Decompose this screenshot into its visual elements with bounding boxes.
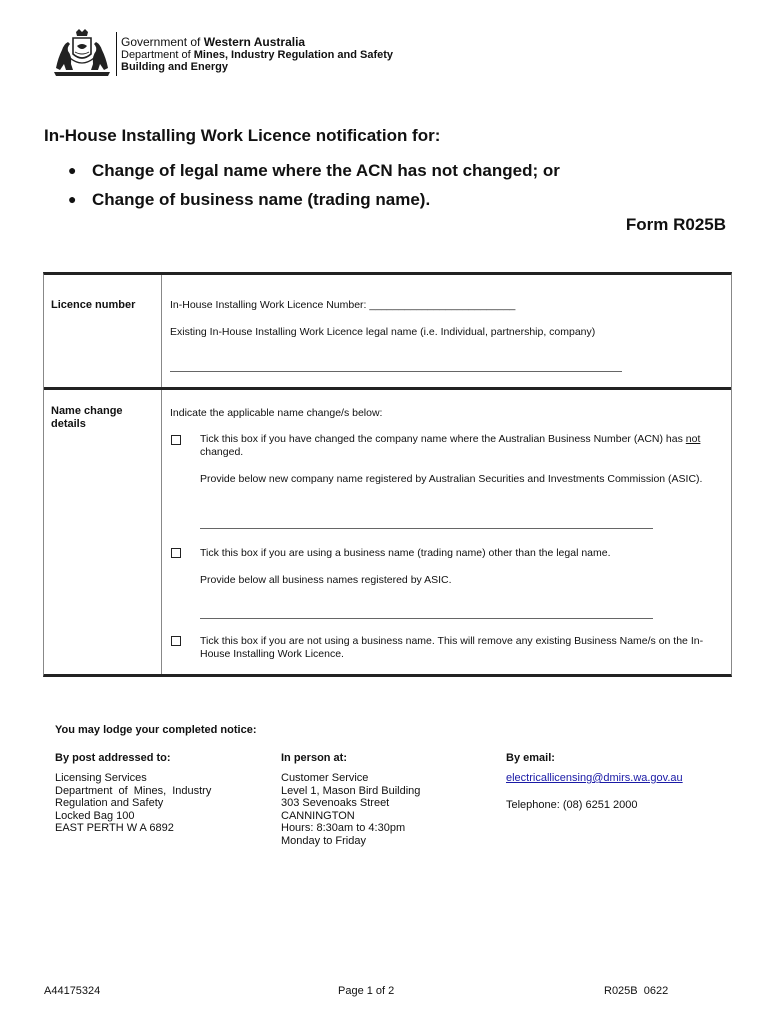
title-bullet-list bbox=[68, 156, 560, 214]
form-code: Form R025B bbox=[625, 215, 726, 234]
telephone-number: Telephone: (08) 6251 2000 bbox=[506, 798, 638, 811]
form-title: In-House Installing Work Licence notification for: bbox=[44, 126, 441, 145]
company-name-changed-text-a: Tick this box if you have changed the company name where the Australian Business Number (ACN) has bbox=[200, 433, 686, 445]
address-line: Locked Bag 100 bbox=[55, 809, 135, 822]
legal-name-input-line[interactable] bbox=[170, 371, 622, 372]
government-name: Western Australia bbox=[203, 35, 306, 49]
new-company-name-input-line[interactable] bbox=[200, 528, 653, 529]
name-change-label bbox=[51, 405, 123, 431]
division-name: Building and Energy bbox=[121, 61, 228, 73]
in-person-heading: In person at: bbox=[281, 752, 348, 764]
bullet-icon: ● bbox=[68, 162, 77, 178]
name-change-intro: Indicate the applicable name change/s below: bbox=[170, 407, 383, 419]
address-line: Regulation and Safety bbox=[55, 797, 164, 810]
address-line: EAST PERTH W A 6892 bbox=[55, 822, 174, 835]
address-line: Hours: 8:30am to 4:30pm bbox=[281, 822, 406, 835]
licence-number-label: Licence number bbox=[51, 299, 136, 311]
footer-page-number: Page 1 of 2 bbox=[338, 985, 395, 997]
legal-name-prompt: Existing In-House Installing Work Licence legal name (i.e. Individual, partnership, company) bbox=[170, 326, 596, 338]
email-link[interactable]: electricallicensing@dmirs.wa.gov.au bbox=[506, 772, 683, 784]
government-prefix: Government of bbox=[121, 35, 204, 49]
address-line: Monday to Friday bbox=[281, 834, 366, 847]
business-name-used-text: Tick this box if you are using a business name (trading name) other than the legal name. bbox=[200, 547, 611, 559]
wa-coat-of-arms-logo bbox=[50, 28, 114, 78]
notification-table bbox=[43, 272, 732, 677]
post-heading: By post addressed to: bbox=[55, 752, 171, 764]
agency-name bbox=[121, 36, 393, 74]
address-line: 303 Sevenoaks Street bbox=[281, 797, 390, 810]
email-heading: By email: bbox=[506, 752, 555, 764]
business-name-used-checkbox[interactable] bbox=[171, 548, 181, 558]
business-names-instruction: Provide below all business names registered by ASIC. bbox=[200, 574, 452, 586]
department-name: Mines, Industry Regulation and Safety bbox=[193, 48, 394, 61]
not-emphasis: not bbox=[685, 433, 701, 445]
bullet-icon: ● bbox=[68, 191, 77, 207]
licence-number-field[interactable]: In-House Installing Work Licence Number: _________________________ bbox=[170, 299, 516, 311]
postal-address bbox=[55, 772, 225, 835]
footer-doc-id: A44175324 bbox=[44, 985, 101, 997]
email-contact bbox=[506, 772, 683, 811]
row-divider bbox=[44, 387, 731, 390]
business-names-input-line[interactable] bbox=[200, 618, 653, 619]
lodge-title: You may lodge your completed notice: bbox=[55, 724, 257, 736]
address-line: Department of Mines, Industry bbox=[55, 784, 212, 797]
address-line: Customer Service bbox=[281, 772, 369, 784]
footer-form-version: R025B 0622 bbox=[604, 985, 669, 997]
address-line: Licensing Services bbox=[55, 772, 147, 784]
address-line: Level 1, Mason Bird Building bbox=[281, 784, 421, 797]
title-bullet-item bbox=[68, 185, 560, 214]
agency-header bbox=[50, 28, 430, 78]
no-business-name-checkbox[interactable] bbox=[171, 636, 181, 646]
name-change-label-line2: details bbox=[51, 418, 86, 430]
address-line: CANNINGTON bbox=[281, 809, 355, 822]
name-change-label-line1: Name change bbox=[51, 405, 123, 417]
company-name-changed-checkbox[interactable] bbox=[171, 435, 181, 445]
header-divider bbox=[116, 32, 117, 76]
in-person-address bbox=[281, 772, 420, 848]
title-bullet-item bbox=[68, 156, 560, 185]
column-divider bbox=[161, 275, 162, 674]
no-business-name-text: Tick this box if you are not using a business name. This will remove any existing Business Name/s on the In-House Installing Work Licence. bbox=[200, 635, 704, 660]
company-name-changed-text bbox=[200, 433, 725, 459]
new-company-name-instruction: Provide below new company name registered by Australian Securities and Investments Commission (ASIC). bbox=[200, 473, 703, 485]
department-prefix: Department of bbox=[121, 48, 194, 61]
company-name-changed-text-b: changed. bbox=[200, 446, 244, 458]
title-bullet-text: Change of business name (trading name). bbox=[92, 190, 431, 209]
title-bullet-text: Change of legal name where the ACN has not changed; or bbox=[92, 161, 560, 180]
